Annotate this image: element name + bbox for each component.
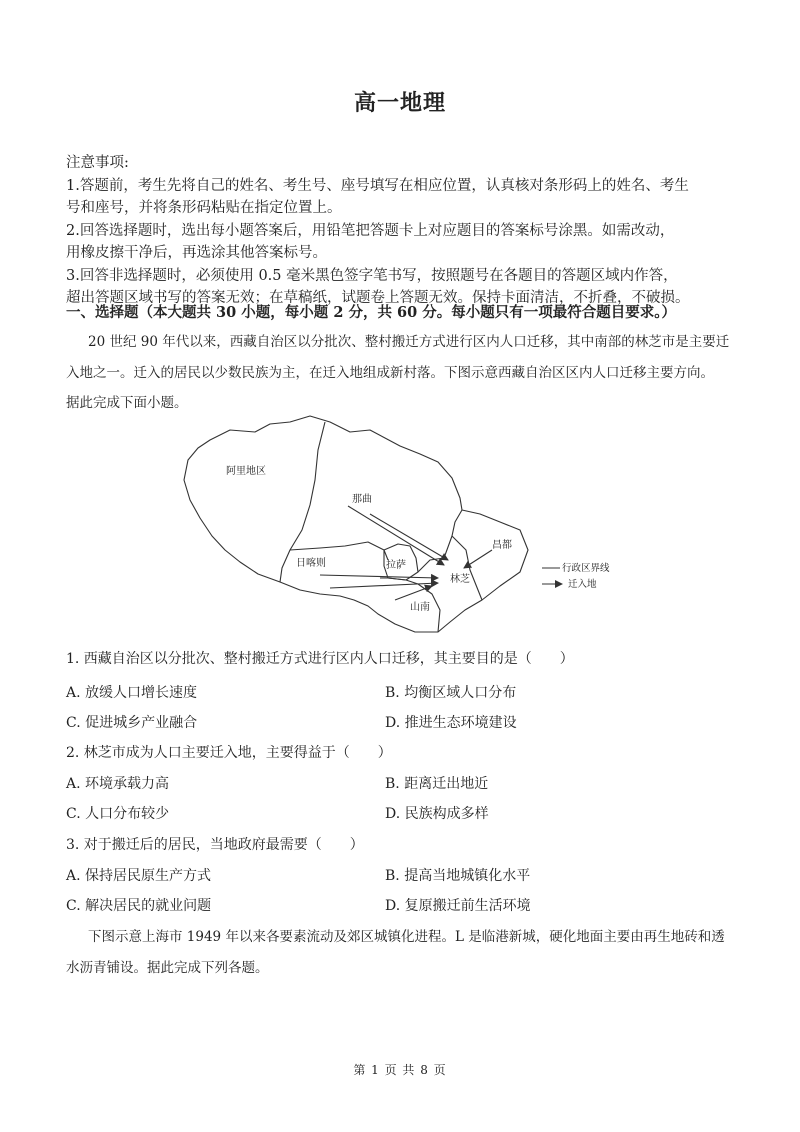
notes-line: 号和座号，并将条形码粘贴在指定位置上。 <box>66 200 342 216</box>
option-c: C. 人口分布较少 <box>66 806 170 822</box>
option-d: D. 民族构成多样 <box>385 806 489 822</box>
option-b: B. 均衡区域人口分布 <box>385 685 517 701</box>
question-stem: 2. 林芝市成为人口主要迁入地，主要得益于（ ） <box>66 745 392 761</box>
tibet-migration-map <box>170 410 630 640</box>
notes-line: 2.回答选择题时，选出每小题答案后，用铅笔把答题卡上对应题目的答案标号涂黑。如需改动， <box>66 222 675 239</box>
option-c: C. 促进城乡产业融合 <box>66 715 198 731</box>
migration-arrow <box>370 514 448 560</box>
migration-arrow <box>395 586 432 600</box>
label-naqu: 那曲 <box>352 494 372 505</box>
notes-line: 1.答题前，考生先将自己的姓名、考生号、座号填写在相应位置，认真核对条形码上的姓名、考生 <box>66 177 689 194</box>
migration-arrow <box>348 506 444 565</box>
question-2 <box>66 742 746 764</box>
question-stem: 3. 对于搬迁后的居民，当地政府最需要（ ） <box>66 837 364 853</box>
legend-destination: 迁入地 <box>568 579 597 590</box>
question-1 <box>66 648 746 670</box>
notes-line: 用橡皮擦干净后，再选涂其他答案标号。 <box>66 245 327 261</box>
boundary-linzhi <box>418 536 452 572</box>
option-d: D. 复原搬迁前生活环境 <box>385 898 531 914</box>
option-d: D. 推进生态环境建设 <box>385 715 517 731</box>
question-3 <box>66 834 746 856</box>
intro-line: 水沥青铺设。据此完成下列各题。 <box>66 959 269 976</box>
option-a: A. 保持居民原生产方式 <box>66 868 212 884</box>
label-shannan: 山南 <box>410 602 430 613</box>
label-ali: 阿里地区 <box>226 466 266 477</box>
tibet-outline <box>184 416 528 632</box>
map-legend <box>542 562 610 590</box>
section-heading: 一、选择题（本大题共 30 小题，每小题 2 分，共 60 分。每小题只有一项最符合题目要求。） <box>66 304 676 321</box>
notes-line: 超出答题区域书写的答案无效；在草稿纸，试题卷上答题无效。保持卡面清洁，不折叠，不破损。 <box>66 290 690 306</box>
notes-block <box>66 152 746 310</box>
boundary-naqu-changdu <box>452 510 482 600</box>
intro-line: 下图示意上海市 1949 年以来各要素流动及郊区城镇化进程。L 是临港新城，硬化地面主要由再生地砖和透 <box>88 929 725 945</box>
label-rikaze: 日喀则 <box>296 558 326 569</box>
option-c: C. 解决居民的就业问题 <box>66 898 212 914</box>
option-b: B. 提高当地城镇化水平 <box>385 868 531 884</box>
option-a: A. 环境承载力高 <box>66 776 170 792</box>
question-intro <box>66 327 746 419</box>
label-linzhi: 林芝 <box>450 574 470 585</box>
question-intro <box>66 922 746 983</box>
label-lasa: 拉萨 <box>386 560 406 571</box>
label-changdu: 昌都 <box>492 540 512 551</box>
option-a: A. 放缓人口增长速度 <box>66 685 198 701</box>
option-b: B. 距离迁出地近 <box>385 776 489 792</box>
page-title: 高一地理 <box>353 91 446 116</box>
migration-arrow <box>320 575 438 578</box>
notes-line: 3.回答非选择题时，必须使用 0.5 毫米黑色签字笔书写，按照题号在各题目的答题区域内作答， <box>66 267 678 284</box>
intro-line: 入地之一。迁入的居民以少数民族为主，在迁入地组成新村落。下图示意西藏自治区区内人口迁移主要方向。 <box>66 364 714 381</box>
legend-boundary: 行政区界线 <box>562 563 610 574</box>
intro-line: 20 世纪 90 年代以来，西藏自治区以分批次、整村搬迁方式进行区内人口迁移，其中南部的林芝市是主要迁 <box>88 334 730 350</box>
page-footer: 第 1 页 共 8 页 <box>353 1063 447 1077</box>
notes-heading: 注意事项: <box>66 155 129 171</box>
question-stem: 1. 西藏自治区以分批次、整村搬迁方式进行区内人口迁移，其主要目的是（ ） <box>66 651 574 667</box>
intro-line: 据此完成下面小题。 <box>66 395 188 411</box>
